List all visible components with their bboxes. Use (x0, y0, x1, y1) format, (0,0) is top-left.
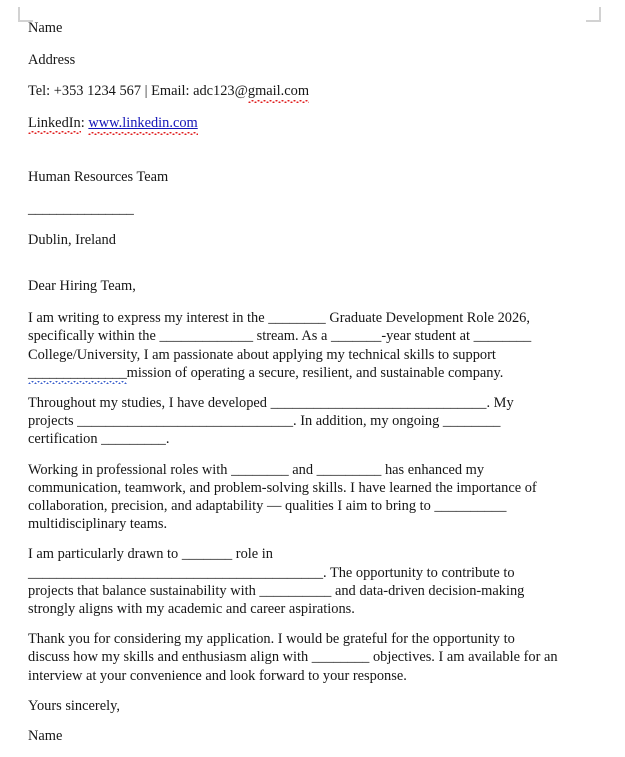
paragraph-4: I am particularly drawn to _______ role in _________________________________________. The opportunity to contribute to projects that balance sustainability with __________ and data-driven decision-making strongly aligns with my academic and career aspirations. (28, 546, 525, 617)
document-body[interactable] (28, 19, 558, 757)
sender-name: Name (28, 20, 63, 36)
linkedin-separator: : (80, 115, 89, 132)
sender-contact-line (28, 82, 558, 100)
email-domain-misspelled: gmail.com (247, 83, 310, 100)
recipient-blank-line: _______________ (28, 200, 134, 217)
recipient-team: Human Resources Team (28, 168, 169, 185)
sign-off: Yours sincerely, (28, 697, 120, 714)
sender-linkedin-line (28, 114, 558, 132)
linkedin-label-misspelled: LinkedIn (28, 115, 81, 132)
paragraph-1 (28, 309, 558, 382)
salutation: Dear Hiring Team, (28, 277, 136, 294)
contact-prefix-text: Tel: +353 1234 567 | Email: adc123@ (28, 83, 248, 100)
spacer-after-recipient (28, 263, 558, 277)
paragraph-3: Working in professional roles with ________ and _________ has enhanced my communication, teamwork, and problem-solving skills. I have learned the importance of collaboration, precision, and adaptability — qualities I aim to bring to __________ multidisciplinary teams. (28, 461, 537, 533)
margin-corner-mark-top-right (586, 7, 601, 22)
paragraph-5: Thank you for considering my application. I would be grateful for the opportunity to discuss how my skills and enthusiasm align with ________ objectives. I am available for an interview at your convenience and look forward to your response. (28, 631, 558, 684)
paragraph-2: Throughout my studies, I have developed ______________________________. My projects ______________________________. In addition, my ongoing ________ certification _________. (28, 394, 514, 448)
paragraph-1-blank-grammar: ______________ (28, 364, 127, 381)
sender-address: Address (28, 51, 76, 68)
spacer-after-sender (28, 146, 558, 168)
paragraph-1-part-b: mission of operating a secure, resilient, and sustainable company. (126, 364, 504, 381)
signature-name: Name (28, 727, 63, 744)
linkedin-url-link[interactable]: www.linkedin.com (88, 115, 198, 132)
paragraph-1-part-a: I am writing to express my interest in the ________ Graduate Development Role 2026, specifically within the _____________ stream. As a _______-year student at ________ College/University, I am passionate about applying my technical skills to support (28, 310, 532, 363)
recipient-location: Dublin, Ireland (28, 232, 116, 249)
